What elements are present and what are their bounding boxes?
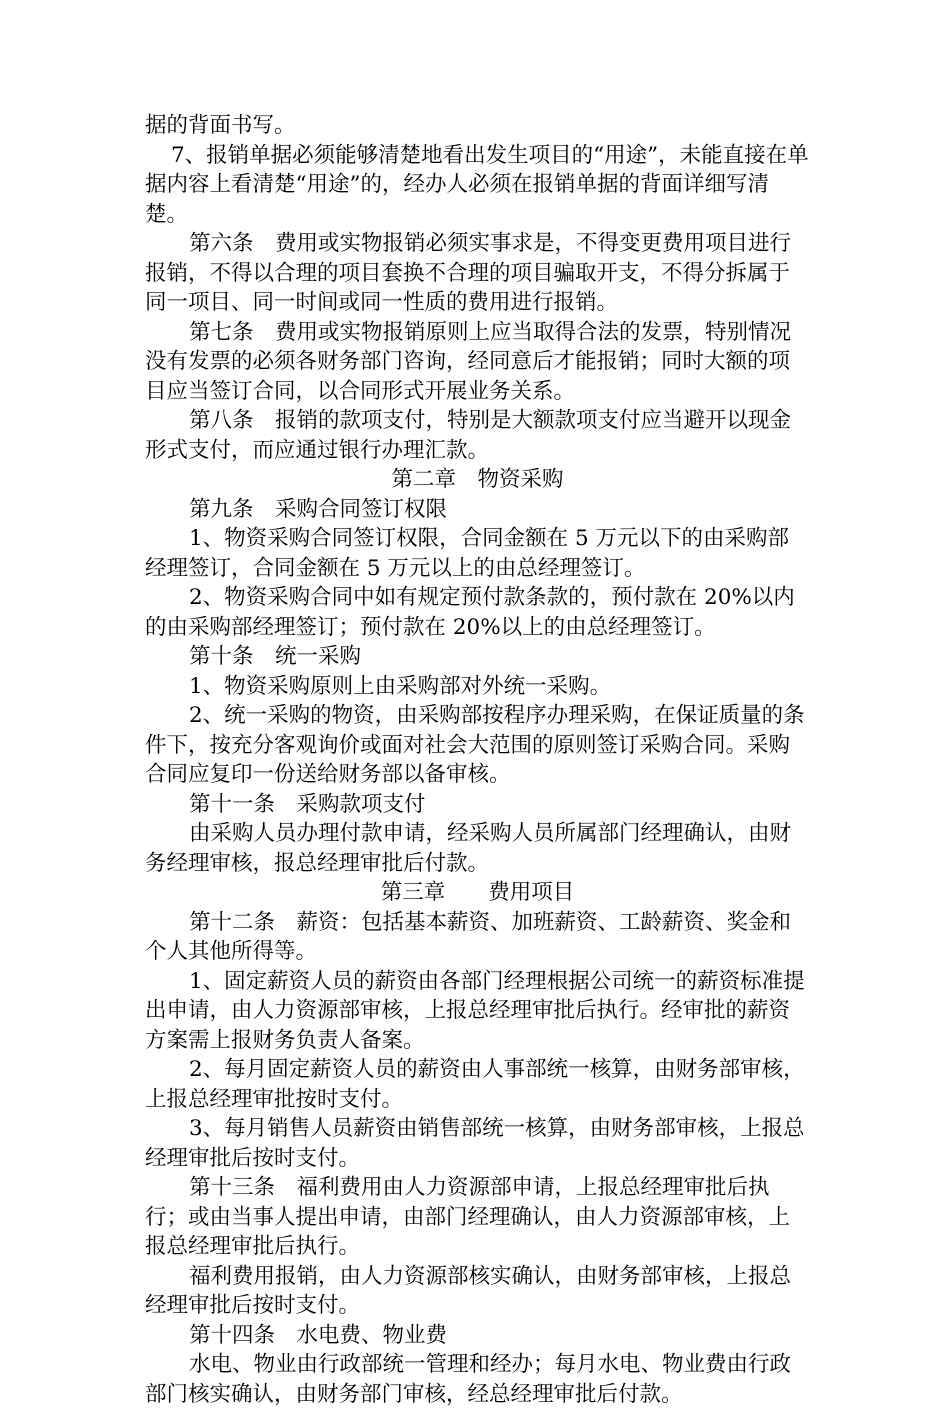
paragraph-article-10: 第十条 统一采购: [189, 644, 362, 669]
paragraph-article-14-body: 水电、物业由行政部统一管理和经办；每月水电、物业费由行政部门核实确认，由财务部门审核，经总经理审批后付款。: [145, 1352, 792, 1407]
paragraph-article-12-item-1: 1、固定薪资人员的薪资由各部门经理根据公司统一的薪资标准提出申请，由人力资源部审核，上报总经理审批后执行。经审批的薪资方案需上报财务负责人备案。: [145, 968, 805, 1053]
paragraph-article-10-item-1: 1、物资采购原则上由采购部对外统一采购。: [189, 673, 612, 699]
paragraph-article-7: 第七条 费用或实物报销原则上应当取得合法的发票，特别情况没有发票的必须各财务部门咨询，经同意后才能报销；同时大额的项目应当签订合同，以合同形式开展业务关系。: [145, 319, 792, 404]
paragraph-article-6: 第六条 费用或实物报销必须实事求是，不得变更费用项目进行报销，不得以合理的项目套换不合理的项目骗取开支，不得分拆属于同一项目、同一时间或同一性质的费用进行报销。: [145, 231, 792, 315]
document-body: [145, 111, 810, 1409]
paragraph-article-9-item-2: 2、物资采购合同中如有规定预付款条款的，预付款在 20%以内的由采购部经理签订；预付款在 20%以上的由总经理签订。: [145, 585, 795, 640]
paragraph-article-9-item-1: 1、物资采购合同签订权限，合同金额在 5 万元以下的由采购部经理签订，合同金额在 5 万元以上的由总经理签订。: [145, 526, 790, 581]
chapter-heading-2: 第二章 物资采购: [391, 467, 564, 492]
paragraph-article-14: 第十四条 水电费、物业费: [189, 1322, 448, 1348]
paragraph-article-13-body: 福利费用报销，由人力资源部核实确认，由财务部审核，上报总经理审批后按时支付。: [145, 1263, 792, 1318]
paragraph-article-8: 第八条 报销的款项支付，特别是大额款项支付应当避开以现金形式支付，而应通过银行办理汇款。: [145, 408, 792, 463]
paragraph-continuation: 据的背面书写。: [145, 113, 296, 138]
paragraph-article-11: 第十一条 采购款项支付: [189, 791, 426, 817]
paragraph-article-11-body: 由采购人员办理付款申请，经采购人员所属部门经理确认，由财务经理审核，报总经理审批后付款。: [145, 821, 792, 876]
paragraph-item-7: 7、报销单据必须能够清楚地看出发生项目的“用途”，未能直接在单据内容上看清楚“用途”的，经办人必须在报销单据的背面详细写清楚。: [145, 142, 809, 227]
paragraph-article-12-item-3: 3、每月销售人员薪资由销售部统一核算，由财务部审核，上报总经理审批后按时支付。: [145, 1116, 805, 1171]
chapter-heading-3: 第三章 费用项目: [380, 880, 575, 905]
paragraph-article-9: 第九条 采购合同签订权限: [189, 496, 448, 522]
paragraph-article-10-item-2: 2、统一采购的物资，由采购部按程序办理采购，在保证质量的条件下，按充分客观询价或面对社会大范围的原则签订采购合同。采购合同应复印一份送给财务部以备审核。: [145, 703, 805, 787]
paragraph-article-13: 第十三条 福利费用由人力资源部申请，上报总经理审批后执行；或由当事人提出申请，由部门经理确认，由人力资源部审核，上报总经理审批后执行。: [145, 1175, 791, 1259]
paragraph-article-12: 第十二条 薪资：包括基本薪资、加班薪资、工龄薪资、奖金和个人其他所得等。: [145, 909, 792, 964]
paragraph-article-12-item-2: 2、每月固定薪资人员的薪资由人事部统一核算，由财务部审核， 上报总经理审批按时支付。: [145, 1057, 805, 1112]
